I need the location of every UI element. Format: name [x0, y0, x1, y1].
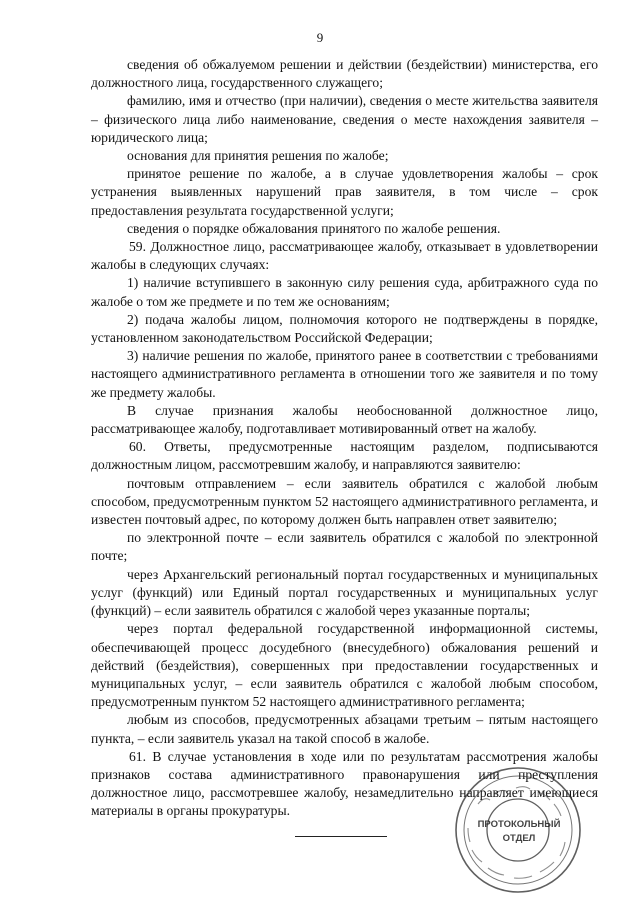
list-item: 3) наличие решения по жалобе, принятого ранее в соответствии с требованиями настоящего административного регламента в отношении того же заявителя и по тому же предмету жалобы. [91, 348, 598, 400]
stamp-text-line-1: ПРОТОКОЛЬНЫЙ [477, 819, 561, 830]
paragraph-item-59: 59. Должностное лицо, рассматривающее жалобу, отказывает в удовлетворении жалобы в следующих случаях: [91, 239, 598, 273]
paragraph: принятое решение по жалобе, а в случае удовлетворения жалобы – срок устранения выявленных нарушений прав заявителя, в том числе – срок предоставления результата государственной услуги; [91, 166, 598, 218]
official-stamp [444, 764, 594, 899]
paragraph: через Архангельский региональный портал государственных и муниципальных услуг (функций) или Единый портал государственных и муниципальных услуг (функций) – если заявитель обратился с жалобой через указанные порталы; [91, 566, 598, 619]
list-item: 1) наличие вступившего в законную силу решения суда, арбитражного суда по жалобе о том же предмете и по тем же основаниям; [91, 275, 598, 309]
paragraph: основания для принятия решения по жалобе; [127, 148, 389, 164]
signature-line [295, 836, 387, 837]
paragraph: сведения об обжалуемом решении и действии (бездействии) министерства, его должностного лица, государственного служащего; [91, 57, 598, 91]
paragraph: В случае признания жалобы необоснованной должностное лицо, рассматривающее жалобу, подготавливает мотивированный ответ на жалобу. [91, 402, 598, 437]
document-body [91, 56, 598, 821]
page-number: 9 [316, 30, 324, 45]
paragraph-item-61: 61. В случае установления в ходе или по результатам рассмотрения жалобы признаков состава административного правонарушения или преступления должностное лицо, рассмотревшее жалобу, незамедлительно направляет имеющиеся материалы в органы прокуратуры. [91, 748, 598, 819]
paragraph: сведения о порядке обжалования принятого по жалобе решения. [127, 220, 501, 236]
list-item: 2) подача жалобы лицом, полномочия которого не подтверждены в порядке, установленном законодательством Российской Федерации; [91, 311, 598, 346]
paragraph: по электронной почте – если заявитель обратился с жалобой по электронной почте; [91, 530, 598, 564]
paragraph: фамилию, имя и отчество (при наличии), сведения о месте жительства заявителя – физического лица либо наименование, сведения о месте нахождения заявителя – юридического лица; [91, 93, 598, 145]
paragraph: почтовым отправлением – если заявитель обратился с жалобой любым способом, предусмотренным пунктом 52 настоящего административного регламента, и известен почтовый адрес, по которому должен быть направлен ответ заявителю; [91, 475, 598, 528]
paragraph: любым из способов, предусмотренных абзацами третьим – пятым настоящего пункта, – если заявитель указал на такой способ в жалобе. [91, 712, 598, 746]
stamp-text-line-2: ОТДЕЛ [502, 833, 536, 844]
paragraph: через портал федеральной государственной информационной системы, обеспечивающей процесс досудебного (внесудебного) обжалования решений и действий (бездействия), совершенных при предоставлении государственных и муниципальных услуг, – если заявитель обратился с жалобой любым способом, предусмотренным пунктом 52 настоящего административного регламента; [91, 621, 598, 710]
paragraph-item-60: 60. Ответы, предусмотренные настоящим разделом, подписываются должностным лицом, рассмотревшим жалобу, и направляются заявителю: [91, 439, 598, 473]
